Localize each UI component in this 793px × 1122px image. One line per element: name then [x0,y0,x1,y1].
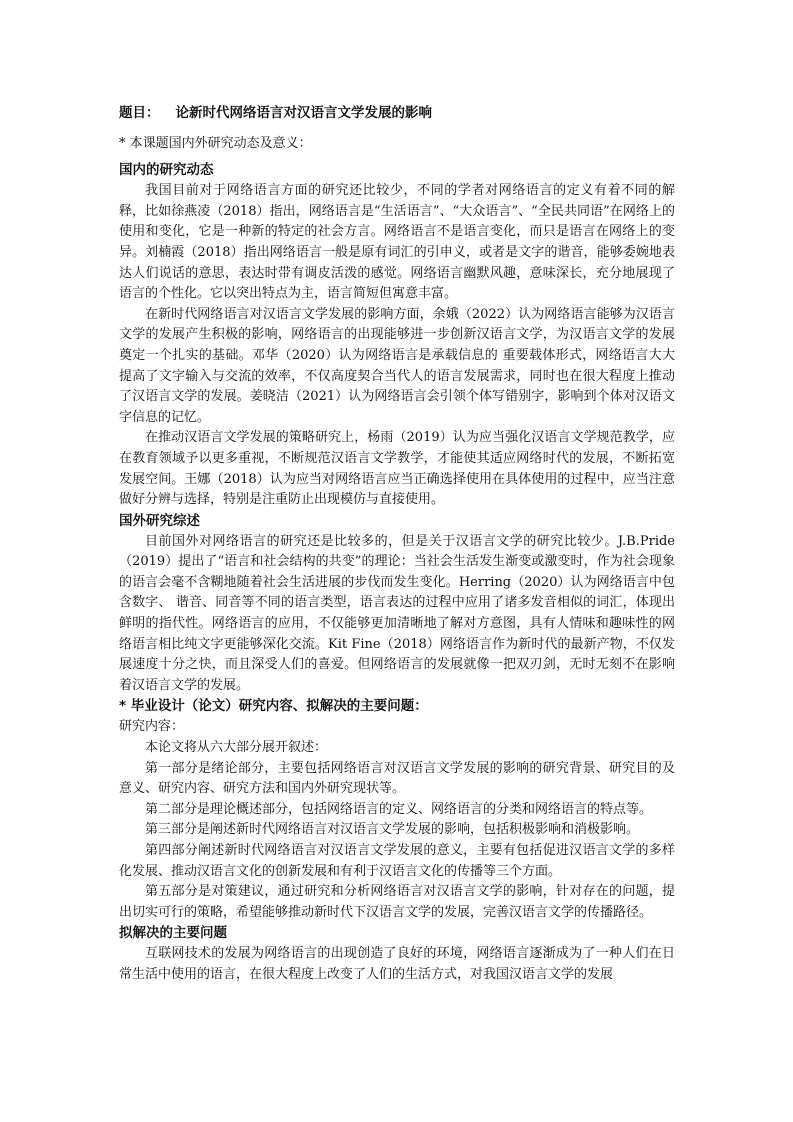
heading-design-content: * 毕业设计（论文）研究内容、拟解决的主要问题： [119,698,428,715]
research-content-label: 研究内容： [119,719,185,735]
title-text: 论新时代网络语言对汉语言文学发展的影响 [175,105,432,121]
paragraph: 第四部分阐述新时代网络语言对汉语言文学发展的意义，主要有包括促进汉语言文学的多样化发展、推动汉语言文化的创新发展和有利于汉语言文化的传播等三个方面。 [119,843,675,879]
paragraph: 在推动汉语言文学发展的策略研究上，杨雨（2019）认为应当强化汉语言文学规范教学，应在教育领域予以更多重视，不断规范汉语言文学教学，才能使其适应网络时代的发展，不断拓宽发展空间。王娜（2018）认为应当对网络语言应当正确选择使用在具体使用的过程中，应当注意做好分辨与选择，特别是注重防止出现模仿与直接使用。 [119,430,675,508]
title-label: 题目： [119,105,160,121]
paragraph: 我国目前对于网络语言方面的研究还比较少，不同的学者对网络语言的定义有着不同的解释，比如徐燕凌（2018）指出，网络语言是“生活语言”、“大众语言”、“全民共同语”在网络上的使用和变化，它是一种新的特定的社会方言。网络语言不是语言变化，而只是语言在网络上的变异。刘楠霞（2018）指出网络语言一般是原有词汇的引申义，或者是文字的谐音，能够委婉地表达人们说话的意思，表达时带有调皮活泼的感觉。网络语言幽默风趣，意味深长，充分地展现了语言的个性化。它以突出特点为主，语言简短但寓意丰富。 [119,183,675,302]
section-note: * 本课题国内外研究动态及意义： [119,135,312,151]
paragraph: 第一部分是绪论部分，主要包括网络语言对汉语言文学发展的影响的研究背景、研究目的及意义、研究内容、研究方法和国内外研究现状等。 [119,760,675,797]
paragraph: 第五部分是对策建议，通过研究和分析网络语言对汉语言文学的影响，针对存在的问题，提出切实可行的策略，希望能够推动新时代下汉语言文学的发展，完善汉语言文学的传播路径。 [119,884,675,920]
document-title [119,103,675,124]
heading-foreign-research: 国外研究综述 [119,512,200,529]
paragraph: 第三部分是阐述新时代网络语言对汉语言文学发展的影响，包括积极影响和消极影响。 [145,822,640,838]
heading-domestic-research: 国内的研究动态 [119,162,214,179]
paragraph: 本论文将从六大部分展开叙述： [145,740,328,756]
paragraph: 第二部分是理论概述部分，包括网络语言的定义、网络语言的分类和网络语言的特点等。 [145,801,653,817]
paragraph: 在新时代网络语言对汉语言文学发展的影响方面，余娥（2022）认为网络语言能够为汉语言文学的发展产生积极的影响，网络语言的出现能够进一步创新汉语言文学，为汉语言文学的发展奠定一个扎实的基础。邓华（2020）认为网络语言是承载信息的 重要载体形式，网络语言大大提高了文字输入与交流的效率，不仅高度契合当代人的语言发展需求，同时也在很大程度上推动了汉语言文学的发展。姜晓洁（2021）认为网络语言会引领个体写错别字，影响到个体对汉语文字信息的记忆。 [119,306,675,425]
paragraph: 目前国外对网络语言的研究还是比较多的，但是关于汉语言文学的研究比较少。J.B.Pride（2019）提出了“语言和社会结构的共变”的理论：当社会生活发生渐变或激变时，作为社会现象的语言会毫不含糊地随着社会生活进展的步伐而发生变化。Herring（2020）认为网络语言中包含数字、 谐音、同音等不同的语言类型，语言表达的过程中应用了诸多发音相似的词汇，体现出鲜明的指代性。网络语言的应用，不仅能够更加清晰地了解对方意图，具有人情味和趣味性的网络语言相比纯文字更能够深化交流。Kit Fine（2018）网络语言作为新时代的最新产物，不仅发展速度十分之快，而且深受人们的喜爱。但网络语言的发展就像一把双刃剑，无时无刻不在影响着汉语言文学的发展。 [119,533,675,693]
paragraph: 互联网技术的发展为网络语言的出现创造了良好的环境，网络语言逐渐成为了一种人们在日常生活中使用的语言，在很大程度上改变了人们的生活方式，对我国汉语言文学的发展 [119,946,675,982]
heading-main-problems: 拟解决的主要问题 [119,925,227,942]
document-body [119,103,675,986]
